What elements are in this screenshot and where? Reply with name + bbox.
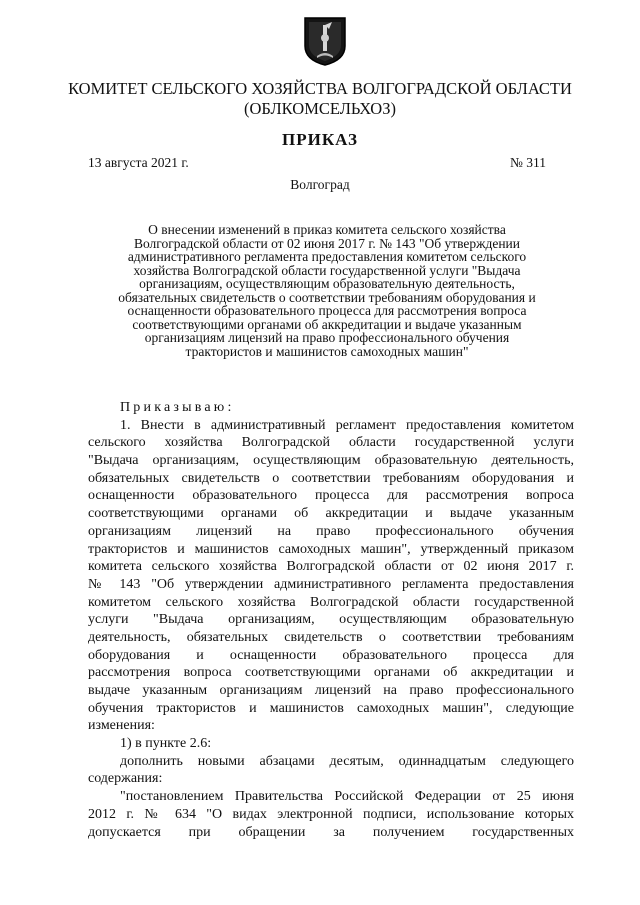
body-line: допускается при обращении за получением государственных bbox=[88, 824, 574, 840]
body-line: деятельность, обязательных свидетельств о соответствии требованиям bbox=[88, 629, 574, 645]
body-line: комитета сельского хозяйства Волгоградской области от 02 июня 2017 г. bbox=[88, 559, 574, 575]
body-line: соответствующими органами об аккредитации и выдаче указанным bbox=[88, 506, 574, 522]
body-line: услуги "Выдача организациям, осуществляющим образовательную bbox=[88, 612, 574, 628]
subject-line: О внесении изменений в приказ комитета сельского хозяйства bbox=[148, 222, 506, 237]
document-subject bbox=[82, 223, 572, 358]
document-body bbox=[88, 399, 574, 841]
body-line: 1. Внести в административный регламент предоставления комитетом bbox=[120, 417, 574, 433]
body-line: обязательных свидетельств о соответствии требованиям оборудования и bbox=[88, 470, 574, 486]
body-line: обучения трактористов и машинистов самоходных машин", следующие bbox=[88, 700, 574, 716]
coat-of-arms-icon bbox=[303, 16, 347, 66]
body-line: оборудования и оснащенности образовательного процесса для bbox=[88, 647, 574, 663]
body-line: дополнить новыми абзацами десятым, одиннадцатым следующего bbox=[120, 753, 574, 769]
organization-abbreviation: (ОБЛКОМСЕЛЬХОЗ) bbox=[244, 99, 396, 118]
body-line: "постановлением Правительства Российской Федерации от 25 июня bbox=[120, 789, 574, 805]
subject-line: Волгоградской области от 02 июня 2017 г. № 143 "Об утверждении bbox=[133, 235, 521, 251]
body-line: сельского хозяйства Волгоградской области государственной услуги bbox=[88, 435, 574, 451]
subject-line: обязательных свидетельств о соответствии требованиям оборудования и bbox=[118, 289, 536, 305]
subject-line: организациям, осуществляющим образовательную деятельность, bbox=[139, 276, 515, 291]
subject-line: организациям лицензий на право профессионального обучения bbox=[144, 330, 510, 345]
body-line: 2012 г. № 634 "О видах электронной подписи, использование которых bbox=[88, 806, 574, 822]
subject-line: административного регламента предоставления комитетом сельского bbox=[127, 249, 527, 264]
organization-name: КОМИТЕТ СЕЛЬСКОГО ХОЗЯЙСТВА ВОЛГОГРАДСКОЙ ОБЛАСТИ bbox=[68, 79, 572, 98]
body-line: трактористов и машинистов самоходных машин", утвержденный приказом bbox=[88, 541, 574, 557]
body-line: 1) в пункте 2.6: bbox=[120, 736, 212, 752]
subject-line: хозяйства Волгоградской области государственной услуги "Выдача bbox=[133, 262, 521, 278]
body-line: изменения: bbox=[88, 718, 155, 734]
orders-heading: Приказываю: bbox=[120, 400, 235, 415]
document-city: Волгоград bbox=[290, 177, 350, 192]
subject-line: соответствующими органами об аккредитации и выдаче указанным bbox=[132, 316, 522, 332]
document-number: № 311 bbox=[510, 155, 547, 170]
body-line: выдаче указанным организациям лицензий на право профессионального bbox=[88, 683, 574, 698]
document-date: 13 августа 2021 г. bbox=[88, 155, 189, 170]
body-line: организациям лицензий на право профессионального обучения bbox=[88, 523, 574, 539]
body-line: комитетом сельского хозяйства Волгоградской области государственной bbox=[88, 594, 574, 610]
document-type-title: ПРИКАЗ bbox=[282, 130, 358, 149]
body-line: № 143 "Об утверждении административного регламента предоставления bbox=[88, 576, 574, 592]
body-line: "Выдача организациям, осуществляющим образовательную деятельность, bbox=[88, 453, 574, 469]
body-line: содержания: bbox=[88, 771, 163, 787]
body-line: рассмотрения вопроса соответствующими органами об аккредитации и bbox=[88, 665, 574, 681]
subject-line: оснащенности образовательного процесса для рассмотрения вопроса bbox=[127, 303, 527, 318]
subject-line: трактористов и машинистов самоходных машин" bbox=[185, 343, 469, 359]
body-line: оснащенности образовательного процесса для рассмотрения вопроса bbox=[88, 488, 574, 504]
